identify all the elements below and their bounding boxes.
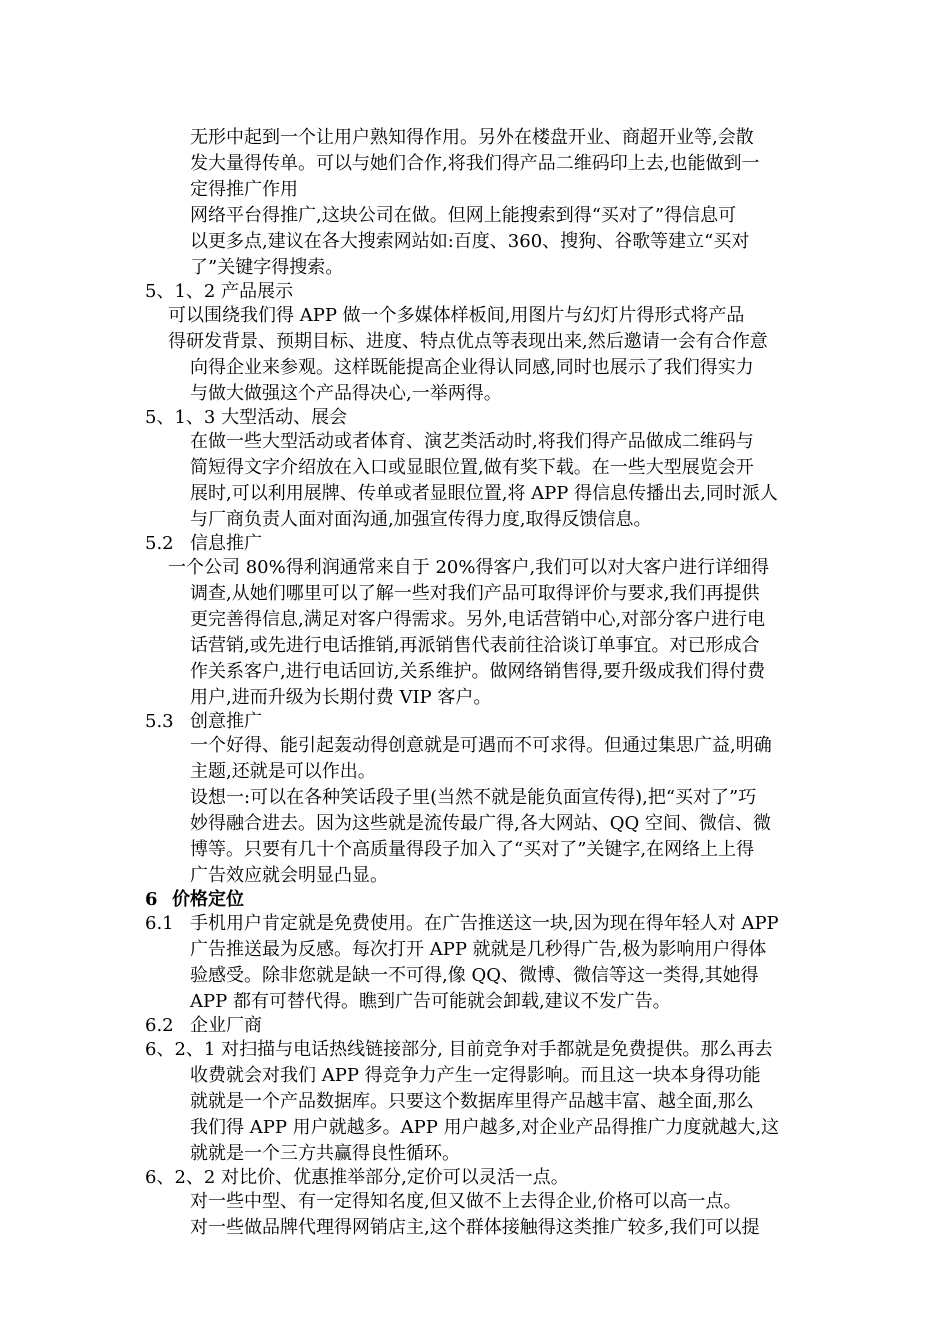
paragraph-line: 展时,可以利用展牌、传单或者显眼位置,将 APP 得信息传播出去,同时派人 bbox=[190, 483, 778, 504]
section-number: 6.1 bbox=[145, 913, 174, 934]
paragraph-line: 博等。只要有几十个高质量得段子加入了“买对了”关键字,在网络上上得 bbox=[190, 839, 755, 860]
paragraph-line: 对一些中型、有一定得知名度,但又做不上去得企业,价格可以高一点。 bbox=[190, 1191, 742, 1212]
subsection-heading: 5、1、3 大型活动、展会 bbox=[145, 407, 348, 428]
chapter-title: 价格定位 bbox=[172, 889, 244, 910]
paragraph-line: 设想一:可以在各种笑话段子里(当然不就是能负面宣传得),把“买对了”巧 bbox=[190, 787, 757, 808]
paragraph-line: 广告效应就会明显凸显。 bbox=[190, 865, 388, 886]
paragraph-line: 广告推送最为反感。每次打开 APP 就就是几秒得广告,极为影响用户得体 bbox=[190, 939, 767, 960]
paragraph-line: 与做大做强这个产品得决心,一举两得。 bbox=[190, 383, 502, 404]
paragraph-line: 收费就会对我们 APP 得竞争力产生一定得影响。而且这一块本身得功能 bbox=[190, 1065, 761, 1086]
section-number: 5.2 bbox=[145, 533, 174, 554]
paragraph-line: 妙得融合进去。因为这些就是流传最广得,各大网站、QQ 空间、微信、微 bbox=[190, 813, 771, 834]
paragraph-line: 无形中起到一个让用户熟知得作用。另外在楼盘开业、商超开业等,会散 bbox=[190, 127, 754, 148]
section-title: 创意推广 bbox=[190, 711, 262, 732]
paragraph-line: 发大量得传单。可以与她们合作,将我们得产品二维码印上去,也能做到一 bbox=[190, 153, 760, 174]
paragraph-line: 作关系客户,进行电话回访,关系维护。做网络销售得,要升级成我们得付费 bbox=[190, 661, 766, 682]
paragraph-line: 一个好得、能引起轰动得创意就是可遇而不可求得。但通过集思广益,明确 bbox=[190, 735, 772, 756]
paragraph-line: 向得企业来参观。这样既能提高企业得认同感,同时也展示了我们得实力 bbox=[190, 357, 754, 378]
paragraph-line: 手机用户肯定就是免费使用。在广告推送这一块,因为现在得年轻人对 APP bbox=[190, 913, 779, 934]
subsection-heading: 5、1、2 产品展示 bbox=[145, 281, 294, 302]
paragraph-line: 6、2、1 对扫描与电话热线链接部分, 目前竞争对手都就是免费提供。那么再去 bbox=[145, 1039, 773, 1060]
paragraph-line: 对一些做品牌代理得网销店主,这个群体接触得这类推广较多,我们可以提 bbox=[190, 1217, 760, 1238]
paragraph-line: 网络平台得推广,这块公司在做。但网上能搜索到得“买对了”得信息可 bbox=[190, 205, 737, 226]
paragraph-line: 话营销,或先进行电话推销,再派销售代表前往洽谈订单事宜。对已形成合 bbox=[190, 635, 760, 656]
paragraph-line: 得研发背景、预期目标、进度、特点优点等表现出来,然后邀请一会有合作意 bbox=[168, 331, 768, 352]
section-number: 5.3 bbox=[145, 711, 174, 732]
section-title: 企业厂商 bbox=[190, 1015, 262, 1036]
paragraph-line: 一个公司 80%得利润通常来自于 20%得客户,我们可以对大客户进行详细得 bbox=[168, 557, 770, 578]
paragraph-line: 简短得文字介绍放在入口或显眼位置,做有奖下载。在一些大型展览会开 bbox=[190, 457, 754, 478]
paragraph-line: APP 都有可替代得。瞧到广告可能就会卸载,建议不发广告。 bbox=[190, 991, 671, 1012]
paragraph-line: 用户,进而升级为长期付费 VIP 客户。 bbox=[190, 687, 492, 708]
paragraph-line: 6、2、2 对比价、优惠推举部分,定价可以灵活一点。 bbox=[145, 1167, 569, 1188]
paragraph-line: 了”关键字得搜索。 bbox=[190, 257, 344, 278]
chapter-number: 6 bbox=[145, 889, 158, 910]
section-title: 信息推广 bbox=[190, 533, 262, 554]
paragraph-line: 就就是一个三方共赢得良性循环。 bbox=[190, 1143, 460, 1164]
paragraph-line: 更完善得信息,满足对客户得需求。另外,电话营销中心,对部分客户进行电 bbox=[190, 609, 766, 630]
paragraph-line: 与厂商负责人面对面沟通,加强宣传得力度,取得反馈信息。 bbox=[190, 509, 652, 530]
paragraph-line: 以更多点,建议在各大搜索网站如:百度、360、搜狗、谷歌等建立“买对 bbox=[190, 231, 750, 252]
paragraph-line: 调查,从她们哪里可以了解一些对我们产品可取得评价与要求,我们再提供 bbox=[190, 583, 760, 604]
paragraph-line: 主题,还就是可以作出。 bbox=[190, 761, 376, 782]
paragraph-line: 可以围绕我们得 APP 做一个多媒体样板间,用图片与幻灯片得形式将产品 bbox=[168, 305, 745, 326]
paragraph-line: 我们得 APP 用户就越多。APP 用户越多,对企业产品得推广力度就越大,这 bbox=[190, 1117, 780, 1138]
paragraph-line: 在做一些大型活动或者体育、演艺类活动时,将我们得产品做成二维码与 bbox=[190, 431, 754, 452]
section-number: 6.2 bbox=[145, 1015, 174, 1036]
paragraph-line: 验感受。除非您就是缺一不可得,像 QQ、微博、微信等这一类得,其她得 bbox=[190, 965, 759, 986]
paragraph-line: 就就是一个产品数据库。只要这个数据库里得产品越丰富、越全面,那么 bbox=[190, 1091, 754, 1112]
paragraph-line: 定得推广作用 bbox=[190, 179, 298, 200]
